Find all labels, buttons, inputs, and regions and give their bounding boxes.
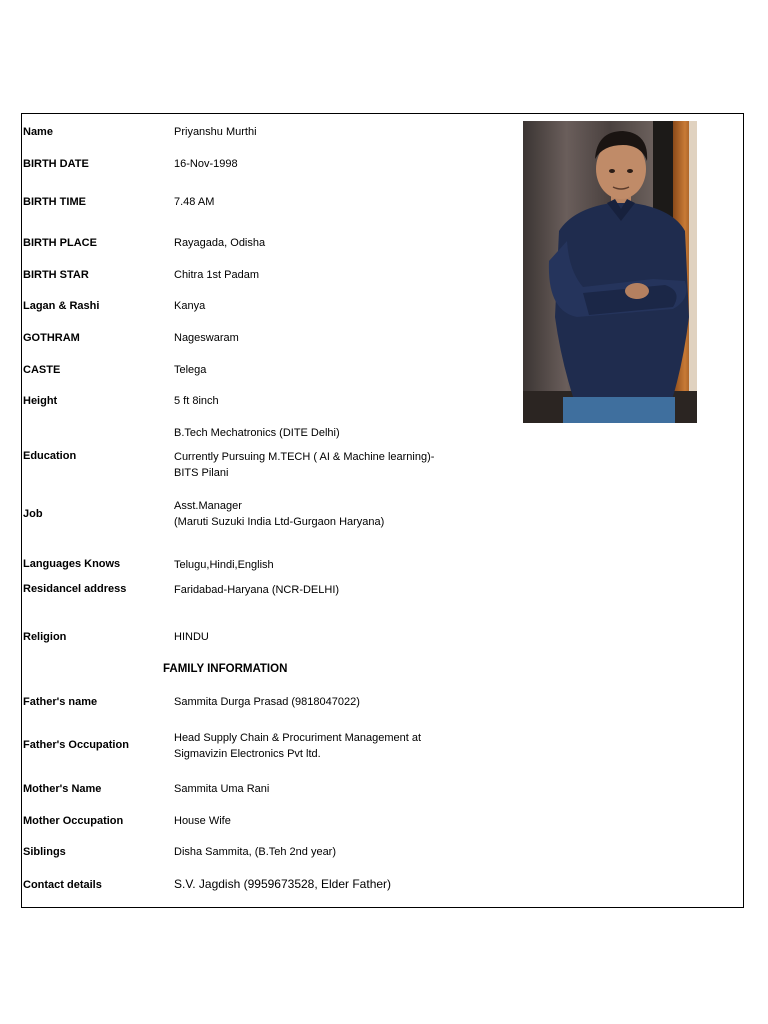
label-birth-date: BIRTH DATE — [23, 158, 89, 170]
label-lagan-rashi: Lagan & Rashi — [23, 300, 100, 312]
value-education-line-2: Currently Pursuing M.TECH ( AI & Machine learning)- — [174, 451, 435, 463]
value-languages: Telugu,Hindi,English — [174, 559, 274, 571]
label-height: Height — [23, 395, 58, 407]
value-contact: S.V. Jagdish (9959673528, Elder Father) — [174, 877, 392, 891]
value-name: Priyanshu Murthi — [174, 126, 257, 138]
value-gothram: Nageswaram — [174, 332, 239, 344]
label-contact: Contact details — [23, 879, 102, 891]
label-birth-star: BIRTH STAR — [23, 269, 89, 281]
label-mother-occupation: Mother Occupation — [23, 815, 124, 827]
value-height: 5 ft 8inch — [174, 395, 219, 407]
value-education-line-1: B.Tech Mechatronics (DITE Delhi) — [174, 427, 340, 439]
value-birth-star: Chitra 1st Padam — [174, 269, 259, 281]
value-job-line-1: Asst.Manager — [174, 500, 242, 512]
label-name: Name — [23, 126, 53, 138]
value-siblings: Disha Sammita, (B.Teh 2nd year) — [174, 846, 337, 858]
label-languages: Languages Knows — [23, 558, 121, 570]
value-birth-time: 7.48 AM — [174, 196, 215, 208]
label-caste: CASTE — [23, 364, 61, 376]
profile-photo — [523, 121, 697, 423]
value-father-occupation-line-1: Head Supply Chain & Procuriment Management at — [174, 732, 422, 744]
value-lagan-rashi: Kanya — [174, 300, 206, 312]
label-education: Education — [23, 450, 77, 462]
label-father-occupation: Father's Occupation — [23, 739, 129, 751]
value-job-line-2: (Maruti Suzuki India Ltd-Gurgaon Haryana) — [174, 516, 385, 528]
label-gothram: GOTHRAM — [23, 332, 80, 344]
label-address: Residancel address — [23, 583, 127, 595]
label-mother-name: Mother's Name — [23, 783, 102, 795]
label-father-name: Father's name — [23, 696, 98, 708]
profile-photo-illustration — [523, 121, 697, 423]
value-address: Faridabad-Haryana (NCR-DELHI) — [174, 584, 340, 596]
label-siblings: Siblings — [23, 846, 66, 858]
label-birth-time: BIRTH TIME — [23, 196, 86, 208]
value-religion: HINDU — [174, 631, 209, 643]
value-education-line-3: BITS Pilani — [174, 467, 229, 479]
value-mother-occupation: House Wife — [174, 815, 231, 827]
label-religion: Religion — [23, 631, 67, 643]
family-section-heading: FAMILY INFORMATION — [163, 663, 288, 675]
value-father-occupation-line-2: Sigmavizin Electronics Pvt ltd. — [174, 748, 321, 760]
label-job: Job — [23, 508, 43, 520]
value-mother-name: Sammita Uma Rani — [174, 783, 270, 795]
value-birth-place: Rayagada, Odisha — [174, 237, 266, 249]
label-birth-place: BIRTH PLACE — [23, 237, 97, 249]
value-father-name: Sammita Durga Prasad (9818047022) — [174, 696, 360, 708]
value-birth-date: 16-Nov-1998 — [174, 158, 238, 170]
value-caste: Telega — [174, 364, 207, 376]
